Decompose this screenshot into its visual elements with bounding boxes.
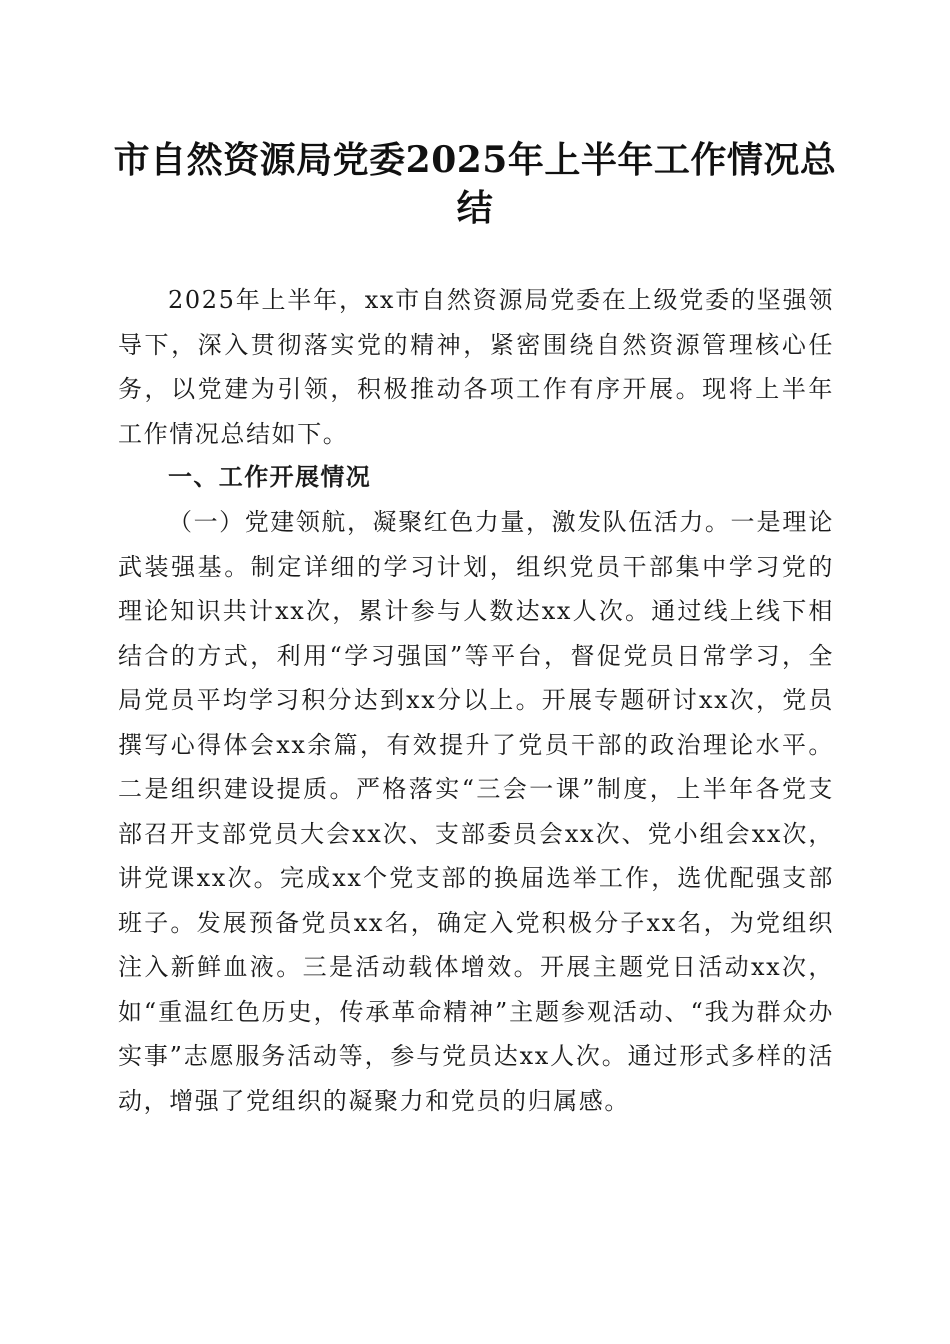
subsection-body: 一是理论武装强基。制定详细的学习计划，组织党员干部集中学习党的理论知识共计xx次，累计参与人数达xx人次。通过线上线下相结合的方式，利用“学习强国”等平台，督促党员日常学习，全局党员平均学习积分达到xx分以上。开展专题研讨xx次，党员撰写心得体会xx余篇，有效提升了党员干部的政治理论水平。二是组织建设提质。严格落实“三会一课”制度，上半年各党支部召开支部党员大会xx次、支部委员会xx次、党小组会xx次，讲党课xx次。完成xx个党支部的换届选举工作，选优配强支部班子。发展预备党员xx名，确定入党积极分子xx名，为党组织注入新鲜血液。三是活动载体增效。开展主题党日活动xx次，如“重温红色历史，传承革命精神”主题参观活动、“我为群众办实事”志愿服务活动等，参与党员达xx人次。通过形式多样的活动，增强了党组织的凝聚力和党员的归属感。 [118,508,834,1115]
section-heading: 一、工作开展情况 [168,463,372,491]
subsection-heading: （一）党建领航，凝聚红色力量，激发队伍活力。 [168,508,731,536]
intro-paragraph: 2025年上半年，xx市自然资源局党委在上级党委的坚强领导下，深入贯彻落实党的精神，紧密围绕自然资源管理核心任务，以党建为引领，积极推动各项工作有序开展。现将上半年工作情况总结如下。 [118,286,834,448]
document-title: 市自然资源局党委2025年上半年工作情况总结 [113,139,837,229]
subsection-paragraph [118,500,834,1123]
